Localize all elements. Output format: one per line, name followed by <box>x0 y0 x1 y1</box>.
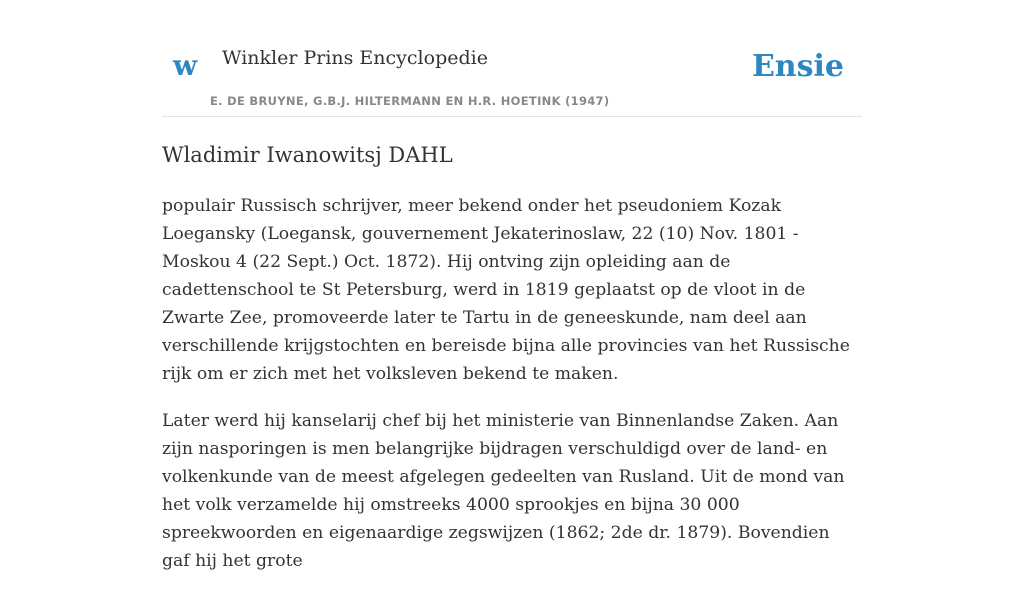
winkler-prins-logo[interactable]: w <box>173 49 198 82</box>
ensie-logo[interactable]: Ensie <box>751 49 844 84</box>
site-header <box>162 0 862 117</box>
article-paragraph: populair Russisch schrijver, meer bekend onder het pseudoniem Kozak Loegansky (Loegansk, gouvernement Jekaterinoslaw, 22 (10) Nov. 1801 - Moskou 4 (22 Sept.) Oct. 1872). Hij ontving zijn opleiding aan de cadettenschool te St Petersburg, werd in 1819 geplaatst op de vloot in de Zwarte Zee, promoveerde later te Tartu in de geneeskunde, nam deel aan verschillende krijgstochten en bereisde bijna alle provincies van het Russische rijk om er zich met het volksleven bekend te maken. <box>162 196 850 384</box>
article-paragraph: Later werd hij kanselarij chef bij het ministerie van Binnenlandse Zaken. Aan zijn nasporingen is men belangrijke bijdragen verschuldigd over de land- en volkenkunde van de meest afgelegen gedeelten van Rusland. Uit de mond van het volk verzamelde hij omstreeks 4000 sprookjes en bijna 30 000 spreekwoorden en eigenaardige zegswijzen (1862; 2de dr. 1879). Bovendien gaf hij het grote <box>162 411 845 571</box>
article-body <box>162 192 862 594</box>
article-title: Wladimir Iwanowitsj DAHL <box>162 143 453 167</box>
book-authors: E. DE BRUYNE, G.B.J. HILTERMANN EN H.R. HOETINK (1947) <box>210 94 610 108</box>
page <box>162 0 862 571</box>
book-title[interactable]: Winkler Prins Encyclopedie <box>222 47 488 69</box>
